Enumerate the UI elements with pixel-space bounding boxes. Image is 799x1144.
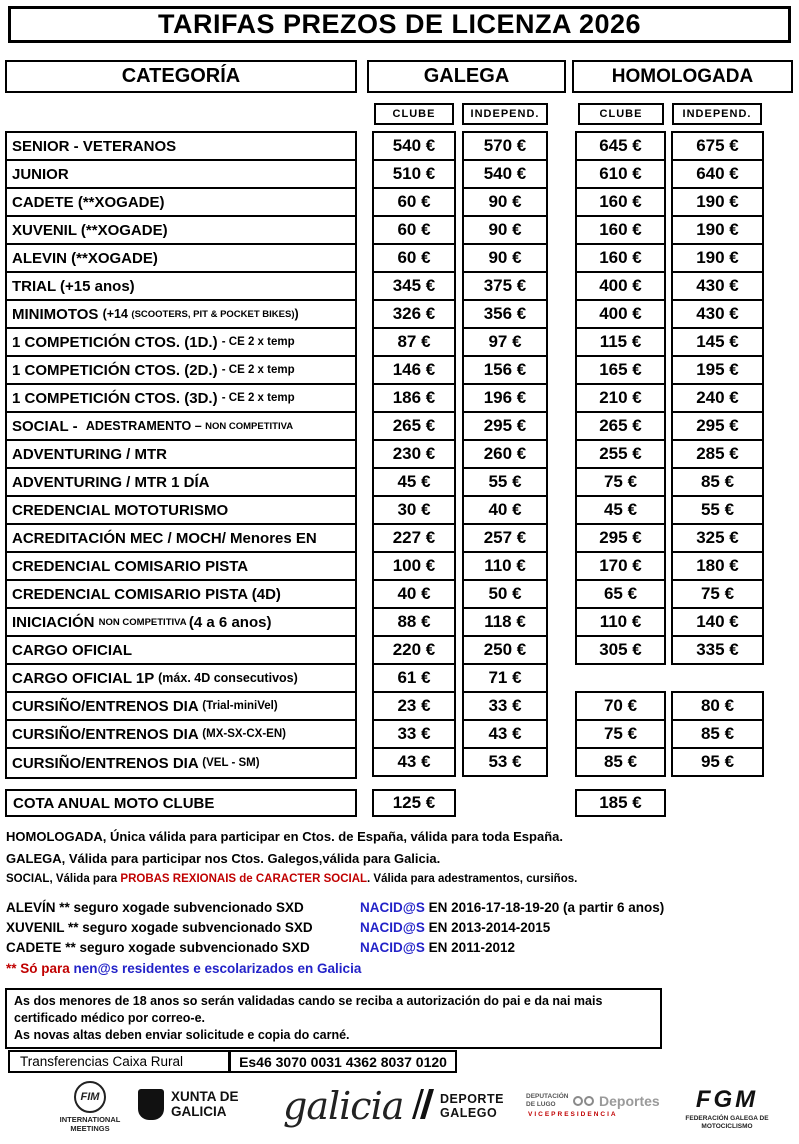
text-segment: CREDENCIAL COMISARIO PISTA (4D) xyxy=(12,585,281,603)
subheader-galega-independ: INDEPEND. xyxy=(462,103,548,125)
price-cell: 145 € xyxy=(671,327,764,357)
text-segment: ** Só para xyxy=(6,961,74,976)
price-cell: 165 € xyxy=(575,355,666,385)
category-cell xyxy=(7,581,355,609)
text-segment: - CE 2 x temp xyxy=(221,392,295,404)
category-cell xyxy=(7,637,355,665)
text-segment: NACID@S xyxy=(360,919,425,935)
deputacion-lugo-logo xyxy=(526,1093,672,1118)
header-categoria: CATEGORÍA xyxy=(5,60,357,93)
eligibility-right xyxy=(360,920,550,935)
fgm-abbr: FGM xyxy=(695,1086,759,1113)
price-cell: 400 € xyxy=(575,271,666,301)
text-segment: (+14 xyxy=(102,307,132,321)
price-cell: 146 € xyxy=(372,355,456,385)
price-cell: 115 € xyxy=(575,327,666,357)
price-cell: 260 € xyxy=(462,439,548,469)
price-cell: 75 € xyxy=(575,719,666,749)
fgm-subtitle: FEDERACIÓN GALEGA DE MOTOCICLISMO xyxy=(685,1115,769,1131)
price-cell: 295 € xyxy=(462,411,548,441)
price-cell: 23 € xyxy=(372,691,456,721)
column-homologada-independ xyxy=(671,131,764,777)
category-cell xyxy=(7,609,355,637)
text-segment: Única válida para participar en Ctos. de España, válida para toda España. xyxy=(110,829,563,844)
price-cell: 190 € xyxy=(671,243,764,273)
eligibility-left: XUVENIL ** seguro xogade subvencionado SXD xyxy=(6,919,313,935)
category-cell xyxy=(7,469,355,497)
price-cell: 195 € xyxy=(671,355,764,385)
note-line xyxy=(6,851,794,866)
price-cell: 95 € xyxy=(671,747,764,777)
text-segment: SOCIAL - xyxy=(12,417,86,435)
lugo-deportes-text: Deportes xyxy=(599,1093,660,1110)
category-cell xyxy=(7,329,355,357)
price-cell: 90 € xyxy=(462,215,548,245)
price-cell: 510 € xyxy=(372,159,456,189)
subheader-homologada-independ: INDEPEND. xyxy=(672,103,762,125)
column-homologada-clube xyxy=(575,131,666,777)
xunta-logo xyxy=(138,1089,249,1120)
solo-note xyxy=(6,961,794,976)
text-segment: nen@s residentes e escolarizados en Galicia xyxy=(73,961,362,976)
deporte-galego-logo xyxy=(412,1089,504,1124)
price-cell: 71 € xyxy=(462,663,548,693)
price-cell: 240 € xyxy=(671,383,764,413)
text-segment: (Trial-miniVel) xyxy=(202,700,278,712)
price-cell: 375 € xyxy=(462,271,548,301)
text-segment: TRIAL (+15 anos) xyxy=(12,277,135,295)
xunta-shield-icon xyxy=(138,1089,164,1120)
lugo-top-row xyxy=(526,1093,672,1109)
price-cell: 87 € xyxy=(372,327,456,357)
price-cell: 53 € xyxy=(462,747,548,777)
text-segment: XUVENIL (**XOGADE) xyxy=(12,221,168,239)
minors-note-line-1: As dos menores de 18 anos so serán validadas cando se reciba a autorización do pai e da nai mais certificado médico por correo-e. xyxy=(14,994,603,1025)
price-cell: 220 € xyxy=(372,635,456,665)
price-cell: 196 € xyxy=(462,383,548,413)
price-cell: 60 € xyxy=(372,243,456,273)
category-cell xyxy=(7,497,355,525)
price-cell: 45 € xyxy=(372,467,456,497)
price-cell: 265 € xyxy=(372,411,456,441)
text-segment: - CE 2 x temp xyxy=(221,336,295,348)
category-column xyxy=(5,131,357,779)
text-segment: NON COMPETITIVA xyxy=(205,420,294,432)
price-cell: 645 € xyxy=(575,131,666,161)
price-cell: 118 € xyxy=(462,607,548,637)
galicia-wordmark: galicia xyxy=(283,1084,404,1128)
price-cell: 265 € xyxy=(575,411,666,441)
text-segment: ADVENTURING / MTR xyxy=(12,445,167,463)
text-segment: CARGO OFICIAL xyxy=(12,641,132,659)
text-segment: MINIMOTOS xyxy=(12,305,103,323)
note-line xyxy=(6,873,794,885)
subheader-homologada-clube: CLUBE xyxy=(578,103,664,125)
text-segment: CURSIÑO/ENTRENOS DIA xyxy=(12,725,203,743)
text-segment: (MX-SX-CX-EN) xyxy=(202,728,286,740)
column-galega-clube xyxy=(372,131,456,777)
category-cell xyxy=(7,189,355,217)
fim-logo xyxy=(48,1081,132,1133)
empty-cell xyxy=(575,663,666,693)
text-segment: PROBAS REXIONAIS de CARACTER SOCIAL xyxy=(120,873,368,885)
price-cell: 90 € xyxy=(462,187,548,217)
price-cell: 40 € xyxy=(462,495,548,525)
text-segment: . Válida para adestramentos, cursiños. xyxy=(367,873,578,885)
price-cell: 160 € xyxy=(575,187,666,217)
eligibility-block xyxy=(6,897,794,957)
price-cell: 227 € xyxy=(372,523,456,553)
price-cell: 97 € xyxy=(462,327,548,357)
price-cell: 60 € xyxy=(372,215,456,245)
price-cell: 285 € xyxy=(671,439,764,469)
header-homologada: HOMOLOGADA xyxy=(572,60,793,93)
text-segment: CADETE (**XOGADE) xyxy=(12,193,165,211)
price-cell: 85 € xyxy=(671,719,764,749)
deporte-galego-name: DEPORTE GALEGO xyxy=(440,1091,504,1120)
lugo-vicepresidencia-text: VICEPRESIDENCIA xyxy=(528,1111,618,1119)
text-segment: GALEGA, xyxy=(6,851,69,866)
text-segment: NON COMPETITIVA xyxy=(98,616,189,628)
column-galega-independ xyxy=(462,131,548,777)
category-cell xyxy=(7,357,355,385)
price-cell: 255 € xyxy=(575,439,666,469)
category-cell xyxy=(7,441,355,469)
price-cell: 540 € xyxy=(462,159,548,189)
category-cell xyxy=(7,693,355,721)
eligibility-left: CADETE ** seguro xogade subvencionado SXD xyxy=(6,939,310,955)
category-cell xyxy=(7,133,355,161)
price-cell: 90 € xyxy=(462,243,548,273)
price-cell: 110 € xyxy=(575,607,666,637)
price-cell: 160 € xyxy=(575,243,666,273)
price-cell: 60 € xyxy=(372,187,456,217)
price-cell: 430 € xyxy=(671,271,764,301)
text-segment: CARGO OFICIAL 1P xyxy=(12,669,159,687)
text-segment: HOMOLOGADA, xyxy=(6,829,110,844)
text-segment: ACREDITACIÓN MEC / MOCH/ Menores EN xyxy=(12,529,317,547)
eligibility-line xyxy=(6,917,794,937)
transfer-label: Transferencias Caixa Rural xyxy=(8,1050,230,1073)
price-cell: 50 € xyxy=(462,579,548,609)
eligibility-right xyxy=(360,940,515,955)
price-cell: 43 € xyxy=(372,747,456,777)
text-segment: CURSIÑO/ENTRENOS DIA xyxy=(12,697,203,715)
price-cell: 80 € xyxy=(671,691,764,721)
price-cell: 100 € xyxy=(372,551,456,581)
category-cell xyxy=(7,273,355,301)
fgm-logo xyxy=(668,1088,786,1132)
price-cell: 295 € xyxy=(575,523,666,553)
price-cell: 75 € xyxy=(671,579,764,609)
text-segment: EN 2011-2012 xyxy=(424,939,515,955)
category-cell xyxy=(7,721,355,749)
header-galega: GALEGA xyxy=(367,60,566,93)
cota-anual-label: COTA ANUAL MOTO CLUBE xyxy=(5,789,357,817)
price-cell: 230 € xyxy=(372,439,456,469)
price-cell: 186 € xyxy=(372,383,456,413)
price-cell: 33 € xyxy=(462,691,548,721)
price-cell: 400 € xyxy=(575,299,666,329)
price-cell: 250 € xyxy=(462,635,548,665)
cota-anual-galega-price: 125 € xyxy=(372,789,456,817)
price-cell: 85 € xyxy=(671,467,764,497)
text-segment: JUNIOR xyxy=(12,165,69,183)
price-cell: 160 € xyxy=(575,215,666,245)
text-segment: (VEL - SM) xyxy=(202,757,260,769)
notes-block xyxy=(6,829,794,892)
price-cell: 88 € xyxy=(372,607,456,637)
price-cell: 65 € xyxy=(575,579,666,609)
price-cell: 110 € xyxy=(462,551,548,581)
text-segment: 1 COMPETICIÓN CTOS. (3D.) xyxy=(12,389,222,407)
eligibility-line xyxy=(6,897,794,917)
text-segment: CURSIÑO/ENTRENOS DIA xyxy=(12,754,203,772)
category-cell xyxy=(7,665,355,693)
text-segment: SENIOR - VETERANOS xyxy=(12,137,177,155)
text-segment: SOCIAL, xyxy=(6,873,56,885)
category-cell xyxy=(7,525,355,553)
price-cell: 345 € xyxy=(372,271,456,301)
price-cell: 257 € xyxy=(462,523,548,553)
price-cell: 356 € xyxy=(462,299,548,329)
category-cell xyxy=(7,413,355,441)
price-cell: 55 € xyxy=(671,495,764,525)
price-cell: 85 € xyxy=(575,747,666,777)
minors-note-box xyxy=(5,988,662,1049)
eligibility-left: ALEVÍN ** seguro xogade subvencionado SXD xyxy=(6,899,304,915)
price-table xyxy=(0,131,799,783)
price-cell: 170 € xyxy=(575,551,666,581)
category-cell xyxy=(7,385,355,413)
rings-icon xyxy=(573,1096,583,1106)
text-segment: NACID@S xyxy=(360,899,425,915)
price-cell: 305 € xyxy=(575,635,666,665)
price-cell: 70 € xyxy=(575,691,666,721)
xunta-name: XUNTA DE GALICIA xyxy=(171,1089,239,1119)
price-cell: 33 € xyxy=(372,719,456,749)
subheader-galega-clube: CLUBE xyxy=(374,103,454,125)
category-cell xyxy=(7,217,355,245)
lugo-deputacion-text: DEPUTACIÓN DE LUGO xyxy=(526,1093,569,1109)
cota-anual-homologada-price: 185 € xyxy=(575,789,666,817)
price-cell: 45 € xyxy=(575,495,666,525)
note-line xyxy=(6,829,794,844)
price-cell: 55 € xyxy=(462,467,548,497)
eligibility-right xyxy=(360,900,664,915)
category-cell xyxy=(7,749,355,777)
rings-icon xyxy=(584,1096,594,1106)
eligibility-section xyxy=(6,897,794,976)
text-segment: ADESTRAMENTO – xyxy=(85,419,206,433)
text-segment: EN 2016-17-18-19-20 (a partir 6 anos) xyxy=(424,899,665,915)
text-segment: (SCOOTERS, PIT & POCKET BIKES) xyxy=(131,308,295,320)
text-segment: CREDENCIAL MOTOTURISMO xyxy=(12,501,229,519)
text-segment: - CE 2 x temp xyxy=(221,364,295,376)
text-segment: INICIACIÓN xyxy=(12,613,99,631)
price-cell: 675 € xyxy=(671,131,764,161)
category-cell xyxy=(7,553,355,581)
text-segment: Válida para xyxy=(55,873,121,885)
price-cell: 61 € xyxy=(372,663,456,693)
price-cell: 40 € xyxy=(372,579,456,609)
price-cell: 325 € xyxy=(671,523,764,553)
text-segment: ) xyxy=(294,307,299,321)
text-segment: CREDENCIAL COMISARIO PISTA xyxy=(12,557,249,575)
price-cell: 30 € xyxy=(372,495,456,525)
price-cell: 156 € xyxy=(462,355,548,385)
price-cell: 326 € xyxy=(372,299,456,329)
price-cell: 570 € xyxy=(462,131,548,161)
deporte-slash-icon xyxy=(412,1089,434,1124)
price-cell: 295 € xyxy=(671,411,764,441)
price-cell: 75 € xyxy=(575,467,666,497)
price-cell: 180 € xyxy=(671,551,764,581)
text-segment: EN 2013-2014-2015 xyxy=(424,919,551,935)
price-cell: 430 € xyxy=(671,299,764,329)
price-cell: 640 € xyxy=(671,159,764,189)
price-cell: 540 € xyxy=(372,131,456,161)
empty-cell xyxy=(671,663,764,693)
fim-caption: INTERNATIONAL MEETINGS xyxy=(59,1115,121,1133)
text-segment: 1 COMPETICIÓN CTOS. (1D.) xyxy=(12,333,222,351)
page-title: TARIFAS PREZOS DE LICENZA 2026 xyxy=(8,6,791,43)
category-cell xyxy=(7,161,355,189)
transfer-iban: Es46 3070 0031 4362 8037 0120 xyxy=(229,1050,457,1073)
category-cell xyxy=(7,301,355,329)
text-segment: 1 COMPETICIÓN CTOS. (2D.) xyxy=(12,361,222,379)
price-cell: 43 € xyxy=(462,719,548,749)
price-cell: 140 € xyxy=(671,607,764,637)
text-segment: ALEVIN (**XOGADE) xyxy=(12,249,158,267)
footer-logos xyxy=(0,1080,799,1142)
minors-note-line-2: As novas altas deben enviar solicitude e copia do carné. xyxy=(14,1027,350,1042)
text-segment: (máx. 4D consecutivos) xyxy=(158,671,298,685)
price-cell: 335 € xyxy=(671,635,764,665)
text-segment: Válida para participar nos Ctos. Galegos,válida para Galicia. xyxy=(68,851,441,866)
text-segment: (4 a 6 anos) xyxy=(188,613,272,631)
price-cell: 210 € xyxy=(575,383,666,413)
eligibility-line xyxy=(6,937,794,957)
text-segment: NACID@S xyxy=(360,939,425,955)
category-cell xyxy=(7,245,355,273)
fim-emblem-icon: FIM xyxy=(74,1081,106,1113)
price-cell: 190 € xyxy=(671,215,764,245)
price-cell: 190 € xyxy=(671,187,764,217)
text-segment: ADVENTURING / MTR 1 DÍA xyxy=(12,473,210,491)
price-cell: 610 € xyxy=(575,159,666,189)
